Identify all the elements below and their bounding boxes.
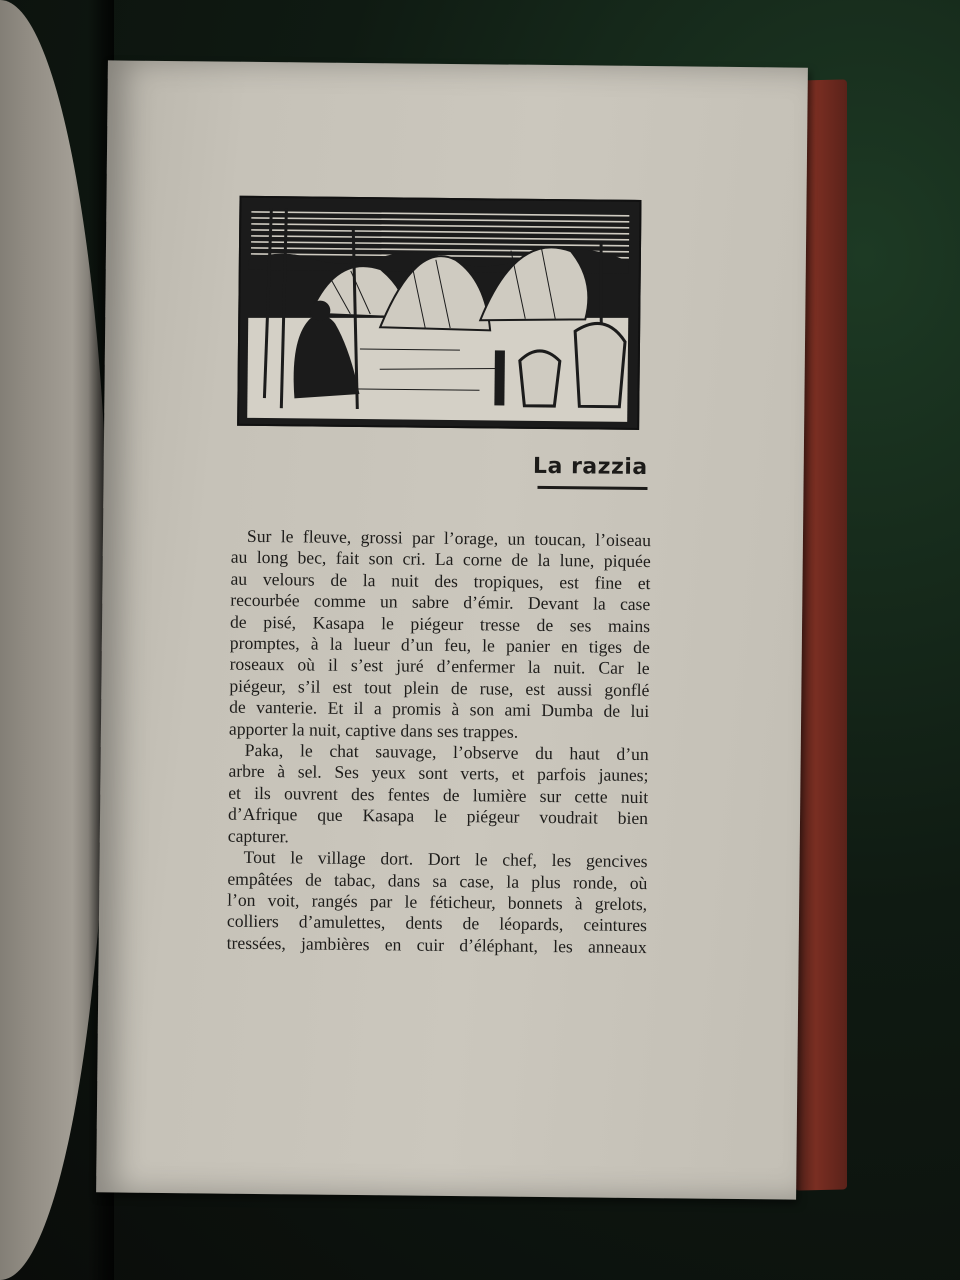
text-line: capturer. <box>227 825 290 846</box>
text-line: Tout le village dort. Dort le chef, les gencives <box>243 846 648 872</box>
woodcut-village-icon <box>237 196 641 430</box>
text-line: promptes, à la lueur d’un feu, le panier en tiges de <box>229 632 650 658</box>
text-line: tressées, jambières en cuir d’éléphant, les anneaux <box>226 932 647 957</box>
chapter-title: La razzia <box>532 453 648 481</box>
text-line: Paka, le chat sauvage, l’observe du haut d’un <box>244 739 649 765</box>
text-line: colliers d’amulettes, dents de léopards, ceintures <box>226 910 648 936</box>
body-text <box>227 526 651 958</box>
text-line: roseaux où il s’est juré d’enfermer la nuit. Car le <box>229 654 650 679</box>
text-line: au velours de la nuit des tropiques, est fine et <box>230 568 651 593</box>
text-line: d’Afrique que Kasapa le piégeur voudrait bien <box>227 803 649 829</box>
text-line: au long bec, fait son cri. La corne de la lune, piquée <box>230 547 651 572</box>
title-underline <box>537 486 647 490</box>
book-page <box>96 60 808 1199</box>
text-line: l’on voit, rangés par le féticheur, bonnets à grelots, <box>227 889 648 914</box>
text-line: Sur le fleuve, grossi par l’orage, un toucan, l’oiseau <box>246 525 652 551</box>
text-line: piégeur, s’il est tout plein de ruse, est aussi gonflé <box>229 675 650 700</box>
text-line: de vanterie. Et il a promis à son ami Dumba de lui <box>229 696 650 722</box>
text-line: de pisé, Kasapa le piégeur tresse de ses mains <box>229 611 651 636</box>
text-line: apporter la nuit, captive dans ses trappes. <box>228 718 519 742</box>
text-line: arbre à sel. Ses yeux sont verts, et parfois jaunes; <box>228 761 649 786</box>
text-line: empâtées de tabac, dans sa case, la plus ronde, où <box>227 868 648 893</box>
text-line: recourbée comme un sabre d’émir. Devant la case <box>230 589 651 615</box>
text-line: et ils ouvrent des fentes de lumière sur cette nuit <box>228 782 649 807</box>
